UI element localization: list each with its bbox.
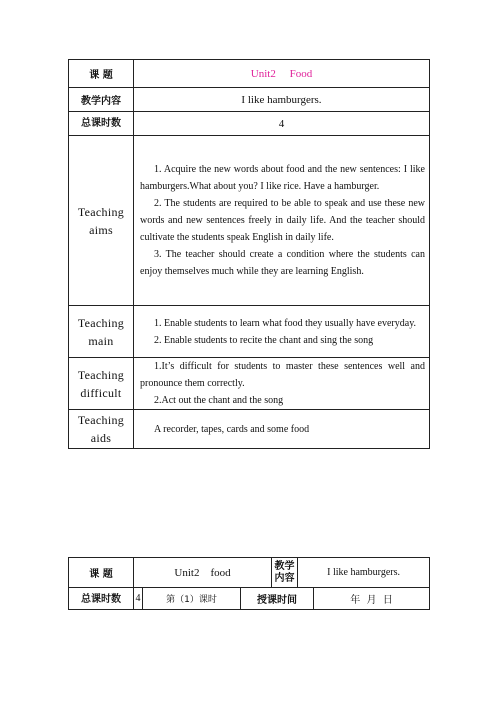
aims-item-3: 3. The teacher should create a condition where the students can enjoy themselves much while they are learning English. bbox=[140, 249, 425, 277]
hours-value: 4 bbox=[134, 112, 430, 136]
difficult-label: Teaching difficult bbox=[69, 358, 134, 410]
hours-label: 总课时数 bbox=[69, 112, 134, 136]
hours-label-2: 总课时数 bbox=[69, 588, 134, 610]
main-item-1: 1. Enable students to learn what food they usually have everyday. bbox=[154, 317, 417, 329]
time-label: 授课时间 bbox=[241, 588, 314, 610]
topic-label-2: 课 题 bbox=[69, 558, 134, 588]
lesson-number: 第（1）课时 bbox=[143, 588, 241, 610]
aims-item-1: 1. Acquire the new words about food and the new sentences: I like hamburgers.What about you? I like rice. Have a hamburger. bbox=[140, 164, 425, 192]
content-value: I like hamburgers. bbox=[134, 88, 430, 112]
lesson-plan-table bbox=[68, 59, 430, 449]
lesson-header-table bbox=[68, 557, 430, 610]
date-value: 年 月 日 bbox=[314, 588, 430, 610]
main-cell bbox=[134, 306, 430, 358]
aims-item-2: 2. The students are required to be able to speak and use these new words and new sentences freely in daily life. And the teacher should cultivate the students speak English in daily life. bbox=[140, 198, 425, 243]
content-label-2: 教学内容 bbox=[272, 558, 298, 588]
hours-value-2: 4 bbox=[134, 588, 143, 610]
topic-value: Unit2 Food bbox=[134, 60, 430, 88]
difficult-item-2: 2.Act out the chant and the song bbox=[154, 395, 284, 406]
aims-cell bbox=[134, 136, 430, 306]
aids-cell bbox=[134, 410, 430, 449]
difficult-item-1: 1.It’s difficult for students to master these sentences well and pronounce them correctly. bbox=[140, 361, 425, 389]
content-label: 教学内容 bbox=[69, 88, 134, 112]
main-label: Teaching main bbox=[69, 306, 134, 358]
main-item-2: 2. Enable students to recite the chant and sing the song bbox=[154, 334, 374, 346]
aids-label: Teaching aids bbox=[69, 410, 134, 449]
topic-label: 课 题 bbox=[69, 60, 134, 88]
content-value-2: I like hamburgers. bbox=[298, 558, 430, 588]
aids-value: A recorder, tapes, cards and some food bbox=[154, 423, 310, 435]
topic-value-2: Unit2 food bbox=[134, 558, 272, 588]
aims-label: Teaching aims bbox=[69, 136, 134, 306]
difficult-cell bbox=[134, 358, 430, 410]
